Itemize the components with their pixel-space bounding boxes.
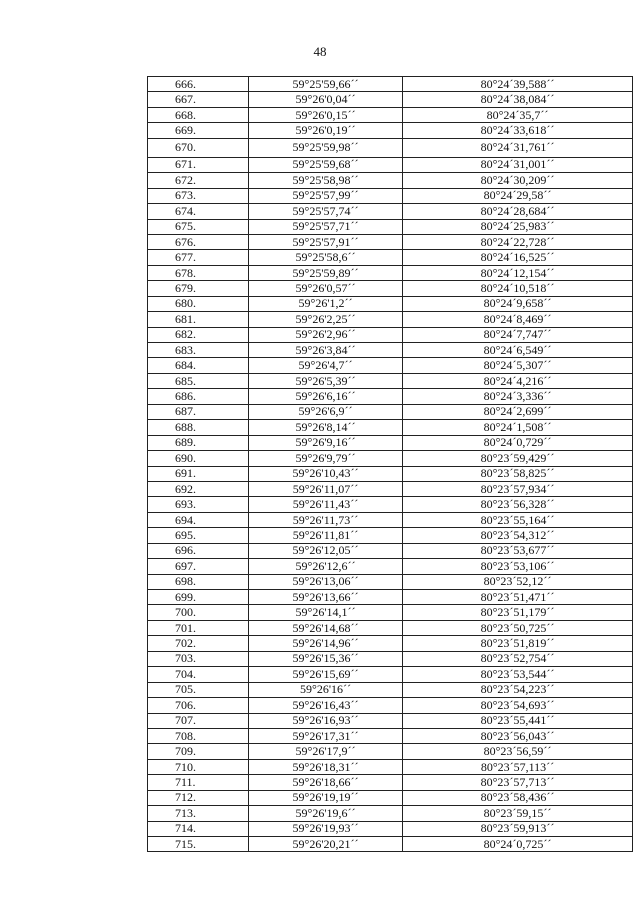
longitude-cell: 80°23´56,328´´ <box>403 497 633 512</box>
point-number-cell: 701. <box>148 620 249 635</box>
longitude-cell: 80°24´4,216´´ <box>403 373 633 388</box>
table-row <box>148 667 633 682</box>
table-row <box>148 404 633 419</box>
longitude-cell: 80°24´12,154´´ <box>403 265 633 280</box>
table-row <box>148 636 633 651</box>
point-number-cell: 680. <box>148 296 249 311</box>
point-number-cell: 679. <box>148 281 249 296</box>
table-row <box>148 92 633 107</box>
latitude-cell: 59°26'11,07´´ <box>249 481 403 496</box>
table-row <box>148 312 633 327</box>
latitude-cell: 59°26'14,68´´ <box>249 620 403 635</box>
latitude-cell: 59°25'59,89´´ <box>249 265 403 280</box>
latitude-cell: 59°26'0,57´´ <box>249 281 403 296</box>
longitude-cell: 80°23´59,15´´ <box>403 806 633 821</box>
table-row <box>148 744 633 759</box>
point-number-cell: 698. <box>148 574 249 589</box>
table-row <box>148 420 633 435</box>
latitude-cell: 59°25'59,98´´ <box>249 138 403 157</box>
point-number-cell: 697. <box>148 559 249 574</box>
latitude-cell: 59°25'58,98´´ <box>249 173 403 188</box>
table-row <box>148 790 633 805</box>
latitude-cell: 59°25'58,6´´ <box>249 250 403 265</box>
longitude-cell: 80°24´22,728´´ <box>403 234 633 249</box>
longitude-cell: 80°23´54,223´´ <box>403 682 633 697</box>
latitude-cell: 59°26'14,1´´ <box>249 605 403 620</box>
longitude-cell: 80°23´56,59´´ <box>403 744 633 759</box>
point-number-cell: 692. <box>148 481 249 496</box>
latitude-cell: 59°26'9,16´´ <box>249 435 403 450</box>
table-row <box>148 77 633 92</box>
table-row <box>148 358 633 373</box>
point-number-cell: 667. <box>148 92 249 107</box>
table-row <box>148 466 633 481</box>
table-row <box>148 543 633 558</box>
longitude-cell: 80°24´28,684´´ <box>403 204 633 219</box>
latitude-cell: 59°26'19,93´´ <box>249 821 403 836</box>
point-number-cell: 709. <box>148 744 249 759</box>
latitude-cell: 59°26'14,96´´ <box>249 636 403 651</box>
table-row <box>148 759 633 774</box>
longitude-cell: 80°24´6,549´´ <box>403 343 633 358</box>
longitude-cell: 80°23´57,113´´ <box>403 759 633 774</box>
point-number-cell: 706. <box>148 698 249 713</box>
table-row <box>148 204 633 219</box>
table-row <box>148 250 633 265</box>
table-row <box>148 451 633 466</box>
latitude-cell: 59°26'13,06´´ <box>249 574 403 589</box>
point-number-cell: 714. <box>148 821 249 836</box>
point-number-cell: 705. <box>148 682 249 697</box>
table-row <box>148 173 633 188</box>
latitude-cell: 59°26'12,05´´ <box>249 543 403 558</box>
point-number-cell: 676. <box>148 234 249 249</box>
point-number-cell: 684. <box>148 358 249 373</box>
point-number-cell: 670. <box>148 138 249 157</box>
point-number-cell: 674. <box>148 204 249 219</box>
latitude-cell: 59°26'1,2´´ <box>249 296 403 311</box>
table-row <box>148 497 633 512</box>
table-row <box>148 327 633 342</box>
longitude-cell: 80°23´53,106´´ <box>403 559 633 574</box>
latitude-cell: 59°25'57,71´´ <box>249 219 403 234</box>
point-number-cell: 695. <box>148 528 249 543</box>
table-row <box>148 435 633 450</box>
point-number-cell: 690. <box>148 451 249 466</box>
longitude-cell: 80°24´9,658´´ <box>403 296 633 311</box>
point-number-cell: 678. <box>148 265 249 280</box>
longitude-cell: 80°24´33,618´´ <box>403 123 633 138</box>
latitude-cell: 59°26'18,31´´ <box>249 759 403 774</box>
longitude-cell: 80°24´39,588´´ <box>403 77 633 92</box>
point-number-cell: 666. <box>148 77 249 92</box>
table-row <box>148 698 633 713</box>
point-number-cell: 694. <box>148 512 249 527</box>
point-number-cell: 710. <box>148 759 249 774</box>
table-row <box>148 574 633 589</box>
table-row <box>148 559 633 574</box>
longitude-cell: 80°23´54,693´´ <box>403 698 633 713</box>
longitude-cell: 80°24´31,761´´ <box>403 138 633 157</box>
table-row <box>148 107 633 122</box>
longitude-cell: 80°24´35,7´´ <box>403 107 633 122</box>
longitude-cell: 80°24´38,084´´ <box>403 92 633 107</box>
table-row <box>148 157 633 172</box>
table-row <box>148 775 633 790</box>
longitude-cell: 80°23´58,825´´ <box>403 466 633 481</box>
longitude-cell: 80°23´53,544´´ <box>403 667 633 682</box>
point-number-cell: 673. <box>148 188 249 203</box>
point-number-cell: 704. <box>148 667 249 682</box>
latitude-cell: 59°26'15,69´´ <box>249 667 403 682</box>
longitude-cell: 80°24´10,518´´ <box>403 281 633 296</box>
latitude-cell: 59°25'57,91´´ <box>249 234 403 249</box>
latitude-cell: 59°26'6,9´´ <box>249 404 403 419</box>
point-number-cell: 707. <box>148 713 249 728</box>
point-number-cell: 700. <box>148 605 249 620</box>
point-number-cell: 685. <box>148 373 249 388</box>
point-number-cell: 687. <box>148 404 249 419</box>
table-row <box>148 728 633 743</box>
longitude-cell: 80°23´50,725´´ <box>403 620 633 635</box>
latitude-cell: 59°26'0,19´´ <box>249 123 403 138</box>
longitude-cell: 80°24´0,729´´ <box>403 435 633 450</box>
longitude-cell: 80°23´55,441´´ <box>403 713 633 728</box>
longitude-cell: 80°23´57,934´´ <box>403 481 633 496</box>
table-row <box>148 219 633 234</box>
latitude-cell: 59°26'8,14´´ <box>249 420 403 435</box>
longitude-cell: 80°24´5,307´´ <box>403 358 633 373</box>
latitude-cell: 59°26'12,6´´ <box>249 559 403 574</box>
point-number-cell: 682. <box>148 327 249 342</box>
point-number-cell: 696. <box>148 543 249 558</box>
longitude-cell: 80°23´58,436´´ <box>403 790 633 805</box>
latitude-cell: 59°25'59,66´´ <box>249 77 403 92</box>
table-row <box>148 512 633 527</box>
latitude-cell: 59°26'19,19´´ <box>249 790 403 805</box>
point-number-cell: 681. <box>148 312 249 327</box>
longitude-cell: 80°24´29,58´´ <box>403 188 633 203</box>
table-row <box>148 837 633 852</box>
latitude-cell: 59°26'16,93´´ <box>249 713 403 728</box>
latitude-cell: 59°26'13,66´´ <box>249 590 403 605</box>
point-number-cell: 677. <box>148 250 249 265</box>
latitude-cell: 59°26'10,43´´ <box>249 466 403 481</box>
point-number-cell: 713. <box>148 806 249 821</box>
latitude-cell: 59°26'18,66´´ <box>249 775 403 790</box>
point-number-cell: 703. <box>148 651 249 666</box>
latitude-cell: 59°26'17,9´´ <box>249 744 403 759</box>
table-row <box>148 373 633 388</box>
table-row <box>148 123 633 138</box>
point-number-cell: 688. <box>148 420 249 435</box>
longitude-cell: 80°23´51,471´´ <box>403 590 633 605</box>
latitude-cell: 59°26'0,15´´ <box>249 107 403 122</box>
latitude-cell: 59°26'17,31´´ <box>249 728 403 743</box>
latitude-cell: 59°26'5,39´´ <box>249 373 403 388</box>
table-row <box>148 296 633 311</box>
point-number-cell: 668. <box>148 107 249 122</box>
latitude-cell: 59°25'57,74´´ <box>249 204 403 219</box>
latitude-cell: 59°25'59,68´´ <box>249 157 403 172</box>
longitude-cell: 80°23´51,179´´ <box>403 605 633 620</box>
point-number-cell: 711. <box>148 775 249 790</box>
longitude-cell: 80°24´2,699´´ <box>403 404 633 419</box>
latitude-cell: 59°25'57,99´´ <box>249 188 403 203</box>
point-number-cell: 691. <box>148 466 249 481</box>
longitude-cell: 80°24´8,469´´ <box>403 312 633 327</box>
latitude-cell: 59°26'16´´ <box>249 682 403 697</box>
latitude-cell: 59°26'16,43´´ <box>249 698 403 713</box>
longitude-cell: 80°23´56,043´´ <box>403 728 633 743</box>
longitude-cell: 80°23´51,819´´ <box>403 636 633 651</box>
latitude-cell: 59°26'2,25´´ <box>249 312 403 327</box>
table-row <box>148 821 633 836</box>
longitude-cell: 80°24´31,001´´ <box>403 157 633 172</box>
table-row <box>148 281 633 296</box>
latitude-cell: 59°26'2,96´´ <box>249 327 403 342</box>
point-number-cell: 715. <box>148 837 249 852</box>
table-row <box>148 651 633 666</box>
latitude-cell: 59°26'11,81´´ <box>249 528 403 543</box>
longitude-cell: 80°24´7,747´´ <box>403 327 633 342</box>
longitude-cell: 80°23´59,429´´ <box>403 451 633 466</box>
longitude-cell: 80°23´55,164´´ <box>403 512 633 527</box>
longitude-cell: 80°24´3,336´´ <box>403 389 633 404</box>
latitude-cell: 59°26'15,36´´ <box>249 651 403 666</box>
table-row <box>148 234 633 249</box>
table-row <box>148 605 633 620</box>
point-number-cell: 693. <box>148 497 249 512</box>
latitude-cell: 59°26'11,73´´ <box>249 512 403 527</box>
point-number-cell: 708. <box>148 728 249 743</box>
longitude-cell: 80°23´59,913´´ <box>403 821 633 836</box>
coordinates-table-body <box>148 77 633 852</box>
table-row <box>148 528 633 543</box>
latitude-cell: 59°26'0,04´´ <box>249 92 403 107</box>
point-number-cell: 671. <box>148 157 249 172</box>
point-number-cell: 686. <box>148 389 249 404</box>
longitude-cell: 80°24´30,209´´ <box>403 173 633 188</box>
point-number-cell: 683. <box>148 343 249 358</box>
point-number-cell: 702. <box>148 636 249 651</box>
longitude-cell: 80°24´1,508´´ <box>403 420 633 435</box>
longitude-cell: 80°24´0,725´´ <box>403 837 633 852</box>
latitude-cell: 59°26'3,84´´ <box>249 343 403 358</box>
table-row <box>148 343 633 358</box>
latitude-cell: 59°26'9,79´´ <box>249 451 403 466</box>
table-row <box>148 188 633 203</box>
longitude-cell: 80°23´54,312´´ <box>403 528 633 543</box>
latitude-cell: 59°26'19,6´´ <box>249 806 403 821</box>
point-number-cell: 669. <box>148 123 249 138</box>
table-row <box>148 481 633 496</box>
latitude-cell: 59°26'11,43´´ <box>249 497 403 512</box>
table-row <box>148 620 633 635</box>
table-row <box>148 138 633 157</box>
table-row <box>148 265 633 280</box>
page-number: 48 <box>313 44 327 59</box>
table-row <box>148 713 633 728</box>
point-number-cell: 699. <box>148 590 249 605</box>
longitude-cell: 80°24´16,525´´ <box>403 250 633 265</box>
point-number-cell: 675. <box>148 219 249 234</box>
latitude-cell: 59°26'6,16´´ <box>249 389 403 404</box>
point-number-cell: 672. <box>148 173 249 188</box>
table-row <box>148 389 633 404</box>
longitude-cell: 80°23´52,12´´ <box>403 574 633 589</box>
point-number-cell: 689. <box>148 435 249 450</box>
table-row <box>148 682 633 697</box>
longitude-cell: 80°23´53,677´´ <box>403 543 633 558</box>
table-row <box>148 590 633 605</box>
table-row <box>148 806 633 821</box>
point-number-cell: 712. <box>148 790 249 805</box>
latitude-cell: 59°26'4,7´´ <box>249 358 403 373</box>
coordinates-table <box>147 76 633 852</box>
longitude-cell: 80°23´57,713´´ <box>403 775 633 790</box>
latitude-cell: 59°26'20,21´´ <box>249 837 403 852</box>
longitude-cell: 80°23´52,754´´ <box>403 651 633 666</box>
longitude-cell: 80°24´25,983´´ <box>403 219 633 234</box>
